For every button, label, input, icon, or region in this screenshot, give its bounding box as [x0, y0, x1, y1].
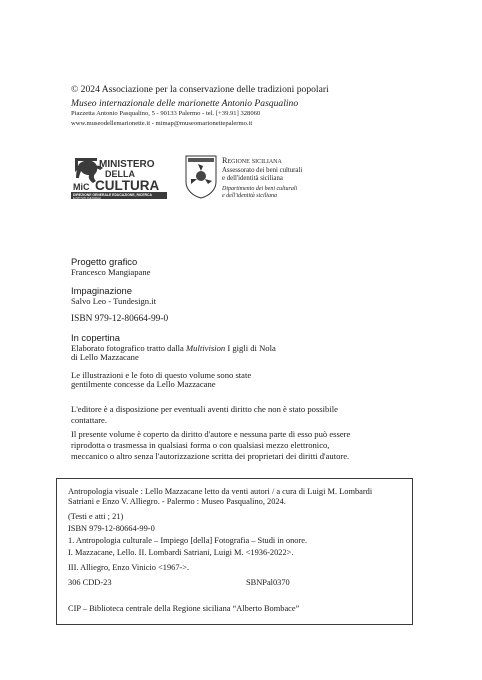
sicilia-title: Regione siciliana	[222, 156, 282, 165]
grafica-label: Progetto grafico	[71, 256, 138, 267]
grafica-value: Francesco Mangiapane	[71, 267, 151, 277]
mic-logo-graphic	[71, 154, 167, 199]
cip-title-cont: Satriani e Enzo V. Alliegro. - Palermo : Museo Pasqualino, 2024.	[68, 497, 286, 506]
sicilia-line3: Dipartimento dei beni culturali	[222, 186, 298, 192]
illustrazioni-line2: gentilmente concesse da Lello Mazzacane	[71, 379, 216, 389]
ministero-cultura-logo	[71, 154, 167, 199]
mic-line3: CULTURA	[95, 178, 160, 193]
sicilia-line2: e dell'identità siciliana	[222, 175, 283, 182]
trinacria-icon	[196, 171, 206, 181]
mic-subline1: DIREZIONE GENERALE EDUCAZIONE, RICERCA	[73, 193, 152, 198]
cip-library: CIP – Biblioteca centrale della Regione siciliana “Alberto Bombace”	[68, 604, 300, 613]
cip-title: Antropologia visuale : Lello Mazzacane letto da venti autori / a cura di Luigi M. Lombardi	[68, 487, 373, 496]
copertina-text-italic: Multivision	[186, 343, 226, 353]
sicilia-logo-graphic	[184, 154, 324, 200]
cip-isbn: ISBN 979-12-80664-99-0	[68, 524, 155, 533]
cip-cdd: 306 CDD-23	[68, 578, 112, 587]
impaginazione-value: Salvo Leo - Tundesign.it	[71, 296, 156, 306]
cip-sbn: SBNPal0370	[246, 578, 290, 587]
copyright-line: © 2024 Associazione per la conservazione delle tradizioni popolari	[71, 84, 329, 95]
cip-subject: 1. Antropologia culturale – Impiego [della] Fotografia – Studi in onore.	[68, 536, 308, 545]
mic-line2: DELLA	[105, 169, 135, 179]
legal-line4: riprodotta o trasmessa in qualsiasi forma o con qualsiasi mezzo elettronico,	[71, 440, 330, 450]
museum-address: Piazzetta Antonio Pasqualino, 5 - 90133 Palermo - tel. [+39.91] 328060	[71, 110, 261, 117]
cip-authors: I. Mazzacane, Lello. II. Lombardi Satriani, Luigi M. <1936-2022>.	[68, 548, 294, 557]
isbn: ISBN 979-12-80664-99-0	[71, 314, 169, 324]
copertina-text-pre: Elaborato fotografico tratto dalla	[71, 343, 187, 353]
sicilia-line4: e dell'identità siciliana	[222, 193, 277, 199]
copertina-text-post: I gigli di Nola	[225, 343, 276, 353]
cip-series: (Testi e atti ; 21)	[68, 512, 124, 521]
museum-web-email: www.museodellemarionette.it - mimap@museomarionettepalermo.it	[71, 120, 253, 127]
sicilia-line1: Assessorato dei beni culturali	[222, 167, 303, 174]
legal-line3: Il presente volume è coperto da diritto d'autore e nessuna parte di esso può essere	[71, 429, 351, 439]
mic-line1: MINISTERO	[99, 159, 155, 170]
museum-name: Museo internazionale delle marionette Antonio Pasqualino	[71, 98, 299, 109]
copertina-author: di Lello Mazzacane	[71, 352, 139, 362]
cip-authors-cont: III. Alliegro, Enzo Vinicio <1967->.	[68, 563, 190, 572]
mic-subline2: E ISTITUTI CULTURALI	[73, 197, 101, 199]
copertina-label: In copertina	[71, 332, 120, 343]
impaginazione-label: Impaginazione	[71, 285, 132, 296]
mic-mark: MiC	[73, 182, 90, 192]
regione-siciliana-logo	[184, 154, 324, 200]
legal-line2: contattare.	[71, 415, 108, 425]
legal-line1: L'editore è a disposizione per eventuali aventi diritto che non è stato possibile	[71, 404, 338, 414]
illustrazioni-line1: Le illustrazioni e le foto di questo volume sono state	[71, 370, 252, 380]
legal-line5: meccanico o altro senza l'autorizzazione scritta dei proprietari dei diritti d'autore.	[71, 451, 350, 461]
